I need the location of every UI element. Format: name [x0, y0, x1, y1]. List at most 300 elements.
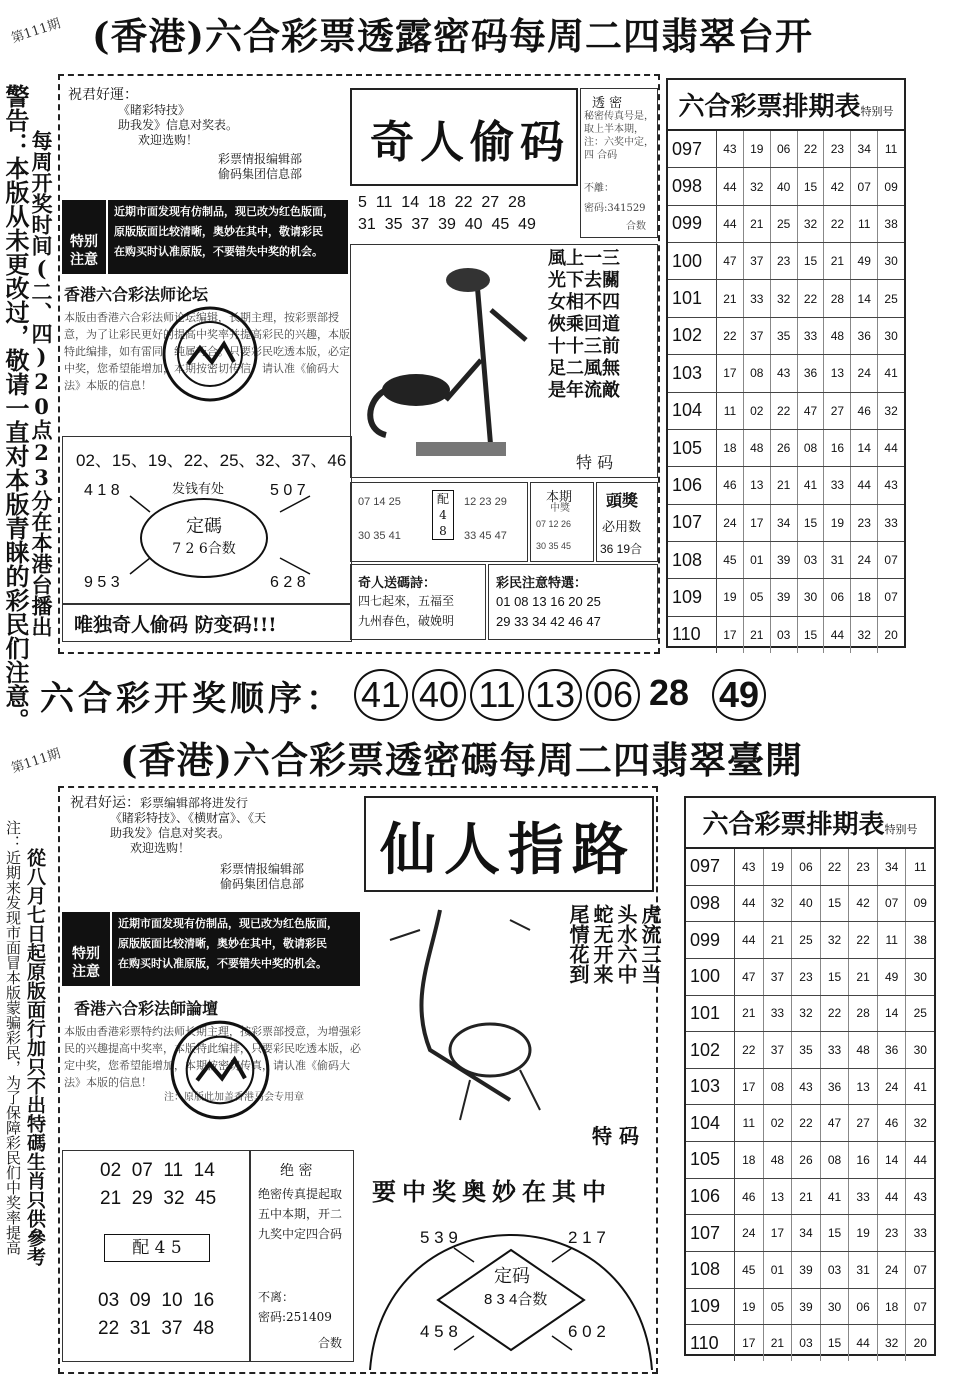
b-arc-text: 要中奖奥妙在其中 — [372, 1177, 612, 1206]
schedule-cell: 24 — [878, 1252, 907, 1288]
schedule-cell: 21 — [849, 959, 878, 995]
schedule-issue: 097 — [686, 849, 735, 885]
b-secret-code: 密码:251409 — [258, 1310, 332, 1324]
poem-line: 俠乘回道 — [548, 314, 620, 335]
schedule-subtitle: 特别号 — [860, 105, 894, 118]
schedule-cell: 27 — [849, 1105, 878, 1141]
schedule-cell: 32 — [821, 922, 850, 958]
schedule-title-b — [686, 798, 934, 849]
schedule-cell: 07 — [884, 590, 898, 605]
b-greeting-label: 祝君好运： — [70, 795, 140, 811]
schedule-cell: 06 — [824, 579, 851, 615]
schedule-cell: 45 — [735, 1252, 764, 1288]
schedule-issue: 098 — [668, 168, 717, 204]
schedule-cell: 21 — [771, 467, 798, 503]
schedule-cell: 08 — [798, 430, 825, 466]
schedule-cell: 42 — [824, 168, 851, 204]
schedule-cell: 48 — [764, 1142, 793, 1178]
schedule-row — [686, 849, 934, 886]
schedule-issue: 098 — [686, 886, 735, 922]
schedule-cell: 33 — [824, 467, 851, 503]
schedule-cell: 39 — [792, 1252, 821, 1288]
schedule-cell: 08 — [764, 1069, 793, 1105]
top-poem-label: 特 码 — [576, 453, 614, 472]
schedule-issue: 099 — [686, 922, 735, 958]
schedule-title-text: 六合彩票排期表 — [678, 92, 861, 122]
schedule-cell: 03 — [821, 1252, 850, 1288]
schedule-cell: 44 — [878, 1179, 907, 1215]
schedule-cell: 23 — [824, 131, 851, 167]
schedule-cell: 19 — [717, 579, 744, 615]
pair-left-row2: 30 35 41 — [358, 530, 401, 542]
schedule-cell: 15 — [821, 886, 850, 922]
schedule-rows-b — [686, 849, 934, 1361]
b-poem-line: 头水六中 — [614, 904, 638, 984]
schedule-cell: 40 — [792, 886, 821, 922]
schedule-cell: 06 — [792, 849, 821, 885]
schedule-row — [686, 1179, 934, 1216]
schedule-cell: 37 — [744, 243, 771, 279]
top-diagram-arrows — [120, 486, 320, 586]
draw-number: 41 — [354, 669, 408, 721]
b-numbers-row1: 02 07 11 14 — [100, 1160, 215, 1181]
attention-title: 彩民注意特選： — [496, 576, 588, 591]
schedule-row — [686, 996, 934, 1033]
schedule-cell: 16 — [824, 430, 851, 466]
greeting-line-1: 《睹彩特技》 — [118, 103, 191, 117]
schedule-cell: 30 — [913, 1043, 927, 1058]
draw-number: 06 — [586, 669, 640, 721]
greeting-label: 祝君好運： — [68, 87, 138, 103]
schedule-cell: 48 — [744, 430, 771, 466]
schedule-cell: 28 — [849, 996, 878, 1032]
schedule-cell: 33 — [884, 515, 898, 530]
schedule-issue: 102 — [686, 1032, 735, 1068]
b-poem-line: 虎流三当 — [638, 904, 662, 984]
schedule-issue: 101 — [668, 280, 717, 316]
pair-pei: 配 4 8 — [432, 490, 454, 540]
schedule-cell: 33 — [744, 280, 771, 316]
schedule-cell: 14 — [851, 430, 878, 466]
schedule-cell: 44 — [851, 467, 878, 503]
top-diagram-center-value: 7 2 6合数 — [172, 541, 236, 557]
b-notice-line-3: 在购买时认准原版，不要错失中奖的机会。 — [118, 958, 327, 970]
schedule-cell: 46 — [735, 1179, 764, 1215]
top-schedule-note: 每周开奖时间(二、四)20点23分在本港台播出 — [29, 130, 54, 637]
greeting-line-2: 助我发》信息对奖表。 — [118, 118, 239, 132]
schedule-cell: 19 — [849, 1215, 878, 1251]
schedule-cell: 42 — [849, 886, 878, 922]
schedule-issue: 103 — [686, 1069, 735, 1105]
schedule-cell: 05 — [744, 579, 771, 615]
schedule-cell: 46 — [851, 393, 878, 429]
schedule-cell: 17 — [735, 1325, 764, 1361]
b-secret-box — [250, 1150, 354, 1362]
draw-number: 13 — [528, 669, 582, 721]
schedule-cell: 21 — [735, 996, 764, 1032]
schedule-issue: 102 — [668, 318, 717, 354]
schedule-cell: 05 — [764, 1289, 793, 1325]
schedule-cell: 34 — [771, 505, 798, 541]
schedule-cell: 23 — [771, 243, 798, 279]
schedule-cell: 24 — [851, 542, 878, 578]
b-greeting-line-4: 欢迎选购！ — [130, 841, 191, 855]
schedule-title — [668, 80, 904, 131]
schedule-cell: 32 — [884, 403, 898, 418]
schedule-cell: 33 — [798, 318, 825, 354]
schedule-issue: 109 — [668, 579, 717, 615]
schedule-row — [686, 1032, 934, 1069]
schedule-issue: 097 — [668, 131, 717, 167]
b-forum-note: 注：原版此加盖香港马会专用章 — [164, 1092, 304, 1103]
b-poem-label: 特 码 — [592, 1124, 639, 1148]
schedule-cell: 30 — [913, 969, 927, 984]
schedule-cell: 43 — [792, 1069, 821, 1105]
schedule-cell: 22 — [798, 280, 825, 316]
b-diagram-br: 6 0 2 — [568, 1322, 606, 1341]
schedule-cell: 38 — [913, 933, 927, 948]
schedule-cell: 32 — [851, 617, 878, 653]
notice-line-3: 在购买时认准原版，不要错失中奖的机会。 — [114, 246, 323, 258]
schedule-cell: 28 — [824, 280, 851, 316]
schedule-issue: 109 — [686, 1289, 735, 1325]
schedule-cell: 07 — [851, 168, 878, 204]
b-diagram-tl: 5 3 9 — [420, 1228, 458, 1247]
schedule-cell: 45 — [717, 542, 744, 578]
schedule-cell: 21 — [717, 280, 744, 316]
schedule-issue: 099 — [668, 206, 717, 242]
schedule-issue: 104 — [668, 393, 717, 429]
b-forum-text: 本版由香港彩票特约法师长期主理，按彩票部授意，为增强彩民的兴趣提高中奖率，本版特此编排，只要彩民吃透本版，必定中奖，您希望能增加，本期按密切传真，请认准《偷码大法》本版的信息！ — [64, 1025, 361, 1089]
schedule-cell: 17 — [735, 1069, 764, 1105]
draw-order-numbers — [354, 669, 770, 721]
b-crane-illustration — [370, 900, 560, 1130]
schedule-cell: 36 — [821, 1069, 850, 1105]
top-diagram-tr: 5 0 7 — [270, 482, 306, 499]
schedule-cell: 15 — [798, 168, 825, 204]
schedule-cell: 03 — [792, 1325, 821, 1361]
draw-number: 49 — [712, 669, 766, 721]
poem-line: 十十三前 — [548, 336, 620, 357]
schedule-rows — [668, 131, 904, 653]
schedule-cell: 48 — [824, 318, 851, 354]
schedule-cell: 03 — [798, 542, 825, 578]
schedule-cell: 09 — [913, 896, 927, 911]
schedule-cell: 21 — [764, 922, 793, 958]
schedule-cell: 24 — [851, 355, 878, 391]
schedule-cell: 17 — [717, 355, 744, 391]
b-forum-title: 香港六合彩法師論壇 — [74, 999, 219, 1018]
b-diagram-center-label: 定码 — [494, 1266, 530, 1287]
schedule-cell: 41 — [884, 366, 898, 381]
b-greeting-line-3: 助我发》信息对奖表。 — [110, 826, 231, 840]
poem-line: 風上一三 — [548, 248, 620, 269]
schedule-cell: 44 — [717, 168, 744, 204]
top-secret-label: 不離： — [584, 183, 614, 194]
schedule-cell: 25 — [792, 922, 821, 958]
schedule-cell: 30 — [798, 579, 825, 615]
schedule-issue: 105 — [668, 430, 717, 466]
schedule-cell: 20 — [884, 627, 898, 642]
schedule-cell: 13 — [824, 355, 851, 391]
b-numbers-row3: 03 09 10 16 — [98, 1290, 215, 1311]
poem-line: 女相不四 — [548, 292, 620, 313]
schedule-cell: 01 — [744, 542, 771, 578]
top-diagram-br: 6 2 8 — [270, 574, 306, 591]
schedule-cell: 43 — [717, 131, 744, 167]
schedule-cell: 06 — [771, 131, 798, 167]
b-greeting-sign-1: 彩票情报编辑部 — [220, 862, 305, 876]
schedule-cell: 34 — [792, 1215, 821, 1251]
notice-line-2: 原版版面比较清晰，奥妙在其中，敬请彩民 — [114, 226, 323, 238]
draw-order-label: 六合彩开奖顺序： — [40, 678, 344, 719]
schedule-cell: 37 — [764, 959, 793, 995]
schedule-row — [668, 168, 904, 205]
pair-right-row1: 12 23 29 — [464, 496, 507, 508]
schedule-cell: 32 — [771, 280, 798, 316]
schedule-cell: 47 — [735, 959, 764, 995]
schedule-cell: 08 — [821, 1142, 850, 1178]
sender-poem-title: 奇人送碼詩： — [358, 576, 437, 591]
schedule-title-text-b: 六合彩票排期表 — [702, 810, 885, 840]
schedule-cell: 06 — [849, 1289, 878, 1325]
schedule-cell: 15 — [821, 1215, 850, 1251]
schedule-subtitle-b: 特别号 — [884, 823, 918, 836]
b-notice-line-1: 近期市面发现有仿制品，现已改为红色版面， — [118, 918, 338, 930]
schedule-cell: 32 — [792, 996, 821, 1032]
schedule-cell: 22 — [717, 318, 744, 354]
schedule-cell: 07 — [913, 1262, 927, 1277]
schedule-cell: 17 — [764, 1215, 793, 1251]
schedule-issue: 110 — [686, 1325, 735, 1361]
schedule-top — [666, 78, 906, 648]
schedule-cell: 36 — [851, 318, 878, 354]
schedule-cell: 02 — [764, 1105, 793, 1141]
schedule-cell: 25 — [884, 291, 898, 306]
seal-icon — [160, 304, 260, 404]
schedule-cell: 43 — [771, 355, 798, 391]
schedule-cell: 44 — [884, 441, 898, 456]
schedule-cell: 36 — [798, 355, 825, 391]
schedule-cell: 47 — [798, 393, 825, 429]
forum-text: 本版由香港六合彩法师论坛编辑，长期主理，按彩票部授意，为了让彩民更好的提高中奖率并提高彩民的兴趣，本版特此编排，如有雷同，纯属巧合。只要彩民吃透本版，必定中奖，您希望能增加，本期按密切传信，请认准《偷码大法》本版的信息！ — [64, 311, 350, 392]
top-diagram-bl: 9 5 3 — [84, 574, 120, 591]
this-issue-label: 本期 — [546, 490, 573, 505]
greeting-sign-1: 彩票情报编辑部 — [218, 152, 303, 166]
this-issue-row1: 07 12 26 — [536, 519, 572, 529]
schedule-cell: 19 — [824, 505, 851, 541]
schedule-cell: 27 — [824, 393, 851, 429]
schedule-cell: 14 — [878, 1142, 907, 1178]
top-diagram-tl: 4 1 8 — [84, 482, 120, 499]
top-secret-tail: 合数 — [626, 221, 646, 232]
schedule-row — [668, 355, 904, 392]
schedule-cell: 30 — [821, 1289, 850, 1325]
schedule-cell: 18 — [851, 579, 878, 615]
schedule-row — [668, 505, 904, 542]
issue-mark-bottom: 第111期 — [9, 746, 63, 777]
schedule-issue: 100 — [668, 243, 717, 279]
top-secret-code: 密码:341529 — [584, 203, 646, 214]
schedule-cell: 22 — [771, 393, 798, 429]
schedule-cell: 21 — [764, 1325, 793, 1361]
top-greeting — [68, 88, 348, 182]
schedule-cell: 47 — [717, 243, 744, 279]
schedule-cell: 20 — [913, 1336, 927, 1351]
schedule-row — [686, 959, 934, 996]
schedule-cell: 30 — [884, 254, 898, 269]
schedule-cell: 15 — [821, 959, 850, 995]
schedule-issue: 101 — [686, 996, 735, 1032]
schedule-cell: 23 — [878, 1215, 907, 1251]
bottom-side-poem: 從八月七日起原版面行加只不出特碼生肖只供參考 — [24, 848, 46, 1266]
schedule-cell: 24 — [878, 1069, 907, 1105]
schedule-row — [668, 430, 904, 467]
schedule-cell: 11 — [717, 393, 744, 429]
schedule-cell: 26 — [792, 1142, 821, 1178]
schedule-cell: 11 — [735, 1105, 764, 1141]
poem-line: 光下去關 — [548, 270, 620, 291]
schedule-row — [686, 1325, 934, 1361]
bottom-greeting — [70, 796, 360, 892]
poem-line: 是年流敵 — [548, 380, 620, 401]
b-secret-tail: 合数 — [318, 1336, 343, 1350]
draw-number: 40 — [412, 669, 466, 721]
schedule-cell: 39 — [792, 1289, 821, 1325]
top-bottom-line: 唯独奇人偷码 防变码!!! — [74, 614, 277, 636]
schedule-cell: 15 — [798, 505, 825, 541]
schedule-cell: 14 — [851, 280, 878, 316]
notice-line-1: 近期市面发现有仿制品，现已改为红色版面， — [114, 206, 334, 218]
schedule-cell: 44 — [824, 617, 851, 653]
schedule-cell: 03 — [771, 617, 798, 653]
draw-number: 11 — [470, 669, 524, 721]
schedule-cell: 24 — [717, 505, 744, 541]
schedule-issue: 107 — [668, 505, 717, 541]
greeting-sign-2: 偷码集团信息部 — [218, 167, 303, 181]
b-arc — [364, 1150, 658, 1370]
schedule-bottom — [684, 796, 936, 1356]
schedule-cell: 15 — [798, 617, 825, 653]
top-notice — [108, 200, 348, 274]
schedule-cell: 38 — [884, 216, 898, 231]
schedule-cell: 37 — [764, 1032, 793, 1068]
b-greeting-line-2: 《睹彩特技》、《横财富》、《天 — [110, 811, 267, 825]
schedule-cell: 13 — [764, 1179, 793, 1215]
schedule-cell: 08 — [744, 355, 771, 391]
schedule-cell: 25 — [771, 206, 798, 242]
schedule-cell: 44 — [735, 886, 764, 922]
schedule-cell: 18 — [878, 1289, 907, 1325]
tm-numbers-row1: 5 11 14 18 22 27 28 — [358, 194, 526, 211]
b-secret-text: 绝密传真提起取五中本期，开二九奖中定四合码 — [258, 1187, 343, 1241]
draw-number: 28 — [648, 672, 690, 713]
schedule-cell: 46 — [878, 1105, 907, 1141]
schedule-cell: 44 — [717, 206, 744, 242]
top-notice-badge: 特别 注意 — [62, 200, 106, 274]
top-title: (香港)六合彩票透露密码每周二四翡翠台开 — [92, 14, 814, 58]
bottom-forum — [64, 996, 364, 1146]
this-issue-sub: 中獎 — [550, 503, 570, 514]
schedule-cell: 21 — [824, 243, 851, 279]
top-diagram-center-label: 定碼 — [186, 516, 222, 537]
schedule-cell: 33 — [913, 1226, 927, 1241]
schedule-cell: 34 — [851, 131, 878, 167]
schedule-cell: 35 — [792, 1032, 821, 1068]
b-diagram-tr: 2 1 7 — [568, 1228, 606, 1247]
schedule-row — [686, 1142, 934, 1179]
poem-line: 足二風無 — [548, 358, 620, 379]
bottom-notice-badge: 特别 注意 — [62, 912, 110, 986]
schedule-cell: 39 — [771, 579, 798, 615]
b-seal-icon — [168, 1018, 272, 1122]
b-secret-title: 绝 密 — [280, 1163, 313, 1179]
schedule-cell: 22 — [792, 1105, 821, 1141]
b-notice-line-2: 原版版面比较清晰，奥妙在其中，敬请彩民 — [118, 938, 327, 950]
schedule-cell: 19 — [764, 849, 793, 885]
schedule-issue: 106 — [686, 1179, 735, 1215]
b-poem-line: 蛇无开来 — [590, 904, 614, 984]
schedule-cell: 22 — [821, 849, 850, 885]
schedule-row — [668, 131, 904, 168]
top-forum — [64, 282, 350, 432]
schedule-cell: 34 — [878, 849, 907, 885]
schedule-cell: 31 — [824, 542, 851, 578]
schedule-cell: 23 — [792, 959, 821, 995]
schedule-row — [668, 206, 904, 243]
schedule-cell: 16 — [849, 1142, 878, 1178]
sender-poem-line-1: 四七起來，五福至 — [358, 594, 455, 608]
bottom-notice — [112, 912, 360, 986]
schedule-cell: 11 — [878, 922, 907, 958]
schedule-row — [668, 393, 904, 430]
schedule-cell: 37 — [744, 318, 771, 354]
schedule-cell: 02 — [744, 393, 771, 429]
schedule-cell: 11 — [914, 859, 927, 874]
schedule-row — [686, 1105, 934, 1142]
schedule-cell: 47 — [821, 1105, 850, 1141]
schedule-cell: 44 — [913, 1152, 927, 1167]
b-numbers-row4: 22 31 37 48 — [98, 1318, 215, 1339]
head-prize-value: 36 19合 — [600, 542, 643, 556]
schedule-cell: 01 — [764, 1252, 793, 1288]
tm-title: 奇人偷码 — [370, 117, 570, 168]
schedule-row — [668, 542, 904, 579]
forum-title: 香港六合彩法师论坛 — [64, 285, 209, 304]
schedule-cell: 11 — [851, 206, 878, 242]
attention-row2: 29 33 34 42 46 47 — [496, 614, 601, 629]
schedule-row — [686, 1069, 934, 1106]
schedule-cell: 09 — [884, 179, 898, 194]
schedule-cell: 24 — [735, 1215, 764, 1251]
schedule-cell: 18 — [735, 1142, 764, 1178]
schedule-issue: 106 — [668, 467, 717, 503]
top-secret-text: 秘密传真号是，取上半本期，注：六奖中定，四 合码 — [584, 111, 654, 161]
schedule-row — [668, 243, 904, 280]
schedule-cell: 43 — [884, 478, 898, 493]
schedule-cell: 26 — [771, 430, 798, 466]
pair-right-row2: 33 45 47 — [464, 530, 507, 542]
schedule-cell: 23 — [851, 505, 878, 541]
schedule-cell: 40 — [771, 168, 798, 204]
sender-poem-line-2: 九州春色，破娩明 — [358, 614, 455, 628]
schedule-cell: 22 — [821, 996, 850, 1032]
schedule-cell: 43 — [913, 1189, 927, 1204]
schedule-cell: 49 — [878, 959, 907, 995]
b-poem-line: 尾情花到 — [566, 904, 590, 984]
schedule-issue: 110 — [668, 617, 717, 653]
schedule-cell: 32 — [798, 206, 825, 242]
